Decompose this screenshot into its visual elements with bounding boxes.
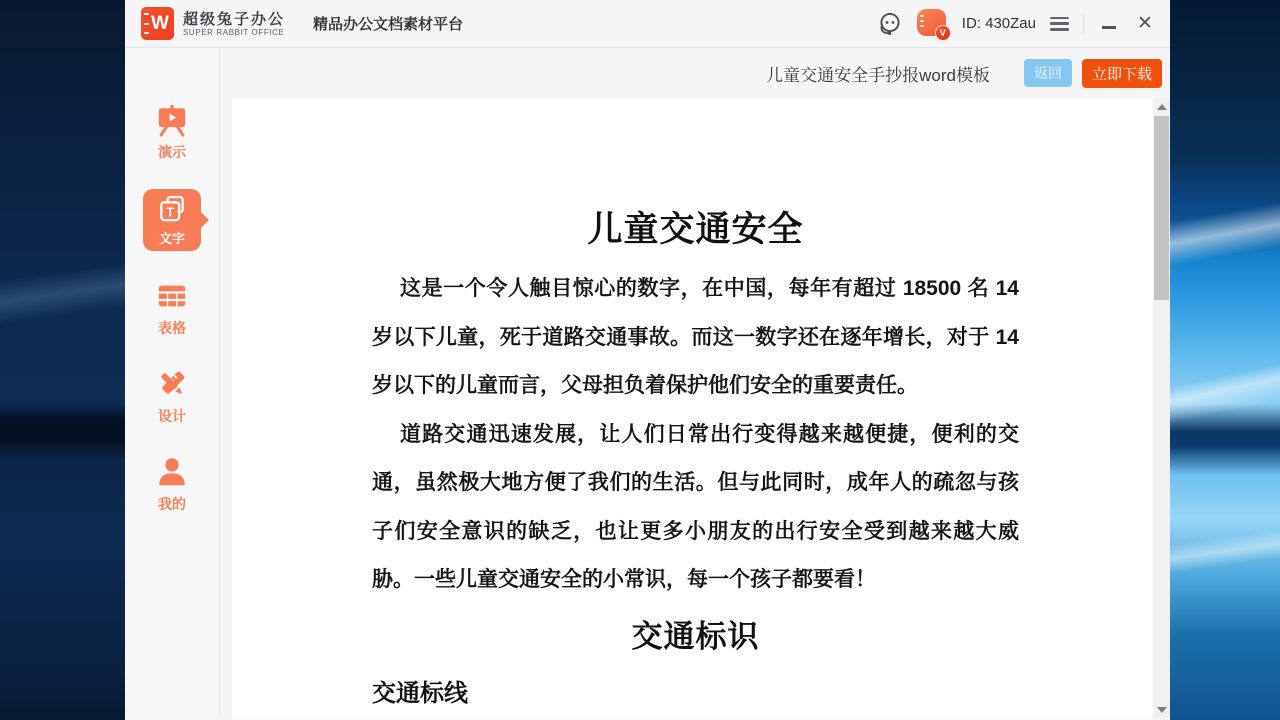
sidebar-item-label: 文字 [158,231,185,246]
menu-icon[interactable] [1050,17,1069,31]
sidebar-item-label: 我的 [158,495,186,512]
avatar-stripes [920,15,924,29]
doc-section-heading: 交通标识 [631,618,760,654]
sidebar-item-table[interactable] [125,264,220,352]
sidebar-item-mine[interactable] [125,440,220,528]
doc-paragraph: 这是一个令人触目惊心的数字，在中国，每年有超过 18500 名 14 岁以下儿童，死于道路交通事故。而这一数字还在逐年增长，对于 14 岁以下的儿童而言，父母担负着保护他们安全的重要责任。 [372,277,1019,397]
logo-book-icon [141,7,174,40]
scroll-down-button[interactable] [1153,703,1170,717]
book-spine-icon [144,13,149,34]
desktop-wallpaper-left [0,0,125,720]
sidebar-item-label: 表格 [158,319,186,336]
customer-service-icon[interactable] [877,11,903,37]
app-name: 超级兔子办公 [183,10,286,28]
doc-sub-heading: 交通标线 [372,679,468,707]
titlebar [125,0,1170,48]
triangle-up-icon [1157,104,1167,110]
presentation-icon [155,103,189,137]
design-icon [155,367,189,401]
minimize-button[interactable] [1098,13,1120,35]
logo-letter: W [151,13,169,34]
sidebar-item-label: 演示 [158,143,186,160]
titlebar-actions [877,9,1156,38]
user-icon [155,455,189,489]
vip-badge: V [935,25,951,41]
close-button[interactable] [1134,13,1156,35]
document-page [232,99,1153,719]
doc-title: 儿童交通安全 [587,210,804,249]
titlebar-separator [1083,14,1084,34]
text-document-icon [156,193,188,225]
desktop-wallpaper-right [1170,0,1280,720]
sidebar-item-presentation[interactable] [125,88,220,176]
sidebar-active-card [143,189,201,251]
sidebar-item-design[interactable] [125,352,220,440]
template-header [220,48,1170,98]
user-id: ID: 430Zau [961,15,1036,32]
close-icon: ✕ [1137,13,1153,34]
minimize-icon [1102,26,1116,28]
scrollbar[interactable] [1153,98,1170,719]
back-button[interactable]: 返回 [1024,59,1072,87]
app-name-en: SUPER RABBIT OFFICE [183,27,285,37]
template-title: 儿童交通安全手抄报word模板 [766,65,990,85]
doc-paragraph: 道路交通迅速发展，让人们日常出行变得越来越便捷，便利的交通，虽然极大地方便了我们的生活。但与此同时，成年人的疏忽与孩子们安全意识的缺乏，也让更多小朋友的出行安全受到越来越大威胁。一些儿童交通安全的小常识，每一个孩子都要看！ [372,422,1019,591]
logo-text [183,11,285,37]
sidebar-item-label: 设计 [158,407,186,424]
svg-text:T: T [166,205,175,220]
sidebar-item-text[interactable] [125,176,220,264]
scrollbar-thumb[interactable] [1154,116,1169,300]
platform-tagline: 精品办公文档素材平台 [313,16,464,33]
sidebar [125,48,220,719]
app-logo[interactable] [141,7,285,40]
scroll-up-button[interactable] [1153,100,1170,114]
download-button[interactable]: 立即下载 [1082,59,1162,88]
document-viewport[interactable] [220,98,1170,719]
table-icon [155,279,189,313]
triangle-down-icon [1157,707,1167,713]
main-area [220,48,1170,719]
user-avatar[interactable] [917,9,948,38]
app-window [125,0,1170,720]
